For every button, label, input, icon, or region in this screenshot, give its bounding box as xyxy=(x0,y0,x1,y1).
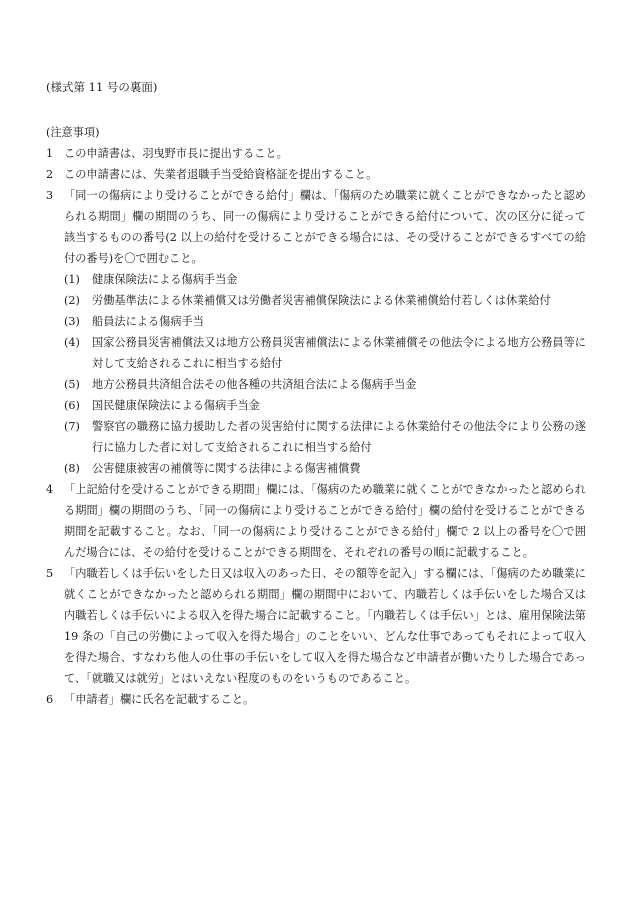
benefit-number: (1) xyxy=(64,273,80,286)
benefit-text: 国民健康保険法による傷病手当金 xyxy=(92,399,260,412)
benefit-item xyxy=(64,311,586,332)
benefit-item xyxy=(64,290,586,311)
benefit-item xyxy=(64,395,586,416)
note-item xyxy=(46,689,586,710)
benefit-number: (4) xyxy=(64,336,80,349)
benefit-item xyxy=(64,416,586,458)
benefit-number: (3) xyxy=(64,315,80,328)
form-title: (様式第 11 号の裏面) xyxy=(46,80,158,94)
note-text: この申請書は、羽曳野市長に提出すること。 xyxy=(64,147,288,160)
notes-section xyxy=(46,122,586,710)
benefit-number: (6) xyxy=(64,399,80,412)
note-item xyxy=(46,185,586,479)
benefit-number: (5) xyxy=(64,378,80,391)
benefit-text: 地方公務員共済組合法その他各種の共済組合法による傷病手当金 xyxy=(92,378,417,391)
benefit-text: 労働基準法による休業補償又は労働者災害補償保険法による休業補償給付若しくは休業給付 xyxy=(92,294,551,307)
note-number: 1 xyxy=(46,147,54,160)
note-number: 3 xyxy=(46,189,54,202)
benefit-item xyxy=(64,458,586,479)
note-text: 「上記給付を受けることができる期間」欄には、「傷病のため職業に就くことができなかったと認められる期間」欄の期間のうち、「同一の傷病により受けることができる給付」欄の給付を受けることができる期間を記載すること。なお、「同一の傷病により受けることができる給付」欄で 2 以上の番号を〇で囲んだ場合には、その給付を受けることができる期間を、それぞれの番号の順に記載すること。 xyxy=(64,483,586,559)
benefit-text: 船員法による傷病手当 xyxy=(92,315,204,328)
benefit-item xyxy=(64,374,586,395)
note-text: 「内職若しくは手伝いをした日又は収入のあった日、その額等を記入」する欄には、「傷病のため職業に就くことができなかったと認められる期間」欄の期間中において、内職若しくは手伝いをした場合又は内職若しくは手伝いによる収入を得た場合に記載すること。「内職若しくは手伝い」とは、雇用保険法第 19 条の「自己の労働によって収入を得た場合」のことをいい、どんな仕事であってもそれによって収入を得た場合、すなわち他人の仕事の手伝いをして収入を得た場合など申請者が働いたりした場合であって、「就職又は就労」とはいえない程度のものをいうものであること。 xyxy=(64,567,586,685)
benefit-text: 国家公務員災害補償法又は地方公務員災害補償法による休業補償その他法令による地方公務員等に対して支給されるこれに相当する給付 xyxy=(92,336,586,370)
benefit-text: 健康保険法による傷病手当金 xyxy=(92,273,238,286)
note-text: 「同一の傷病により受けることができる給付」欄は、「傷病のため職業に就くことができなかったと認められる期間」欄の期間のうち、同一の傷病により受けることができる給付について、次の区分に従って該当するものの番号(2 以上の給付を受けることができる場合には、その受けることができるすべての給付の番号)を〇で囲むこと。 xyxy=(64,189,586,265)
benefit-text: 公害健康被害の補償等に関する法律による傷害補償費 xyxy=(92,462,361,475)
note-item xyxy=(46,563,586,689)
note-item xyxy=(46,164,586,185)
note-text: この申請書には、失業者退職手当受給資格証を提出すること。 xyxy=(64,168,378,181)
benefit-number: (2) xyxy=(64,294,80,307)
benefit-item xyxy=(64,269,586,290)
note-text: 「申請者」欄に氏名を記載すること。 xyxy=(64,693,255,706)
note-item xyxy=(46,143,586,164)
benefit-number: (7) xyxy=(64,420,80,433)
note-item xyxy=(46,479,586,563)
note-number: 5 xyxy=(46,567,54,580)
benefit-list xyxy=(64,269,586,479)
benefit-item xyxy=(64,332,586,374)
note-number: 6 xyxy=(46,693,54,706)
benefit-text: 警察官の職務に協力援助した者の災害給付に関する法律による休業給付その他法令により公務の遂行に協力した者に対して支給されるこれに相当する給付 xyxy=(92,420,586,454)
notes-heading: (注意事項) xyxy=(46,126,100,139)
note-number: 2 xyxy=(46,168,54,181)
note-number: 4 xyxy=(46,483,54,496)
benefit-number: (8) xyxy=(64,462,80,475)
